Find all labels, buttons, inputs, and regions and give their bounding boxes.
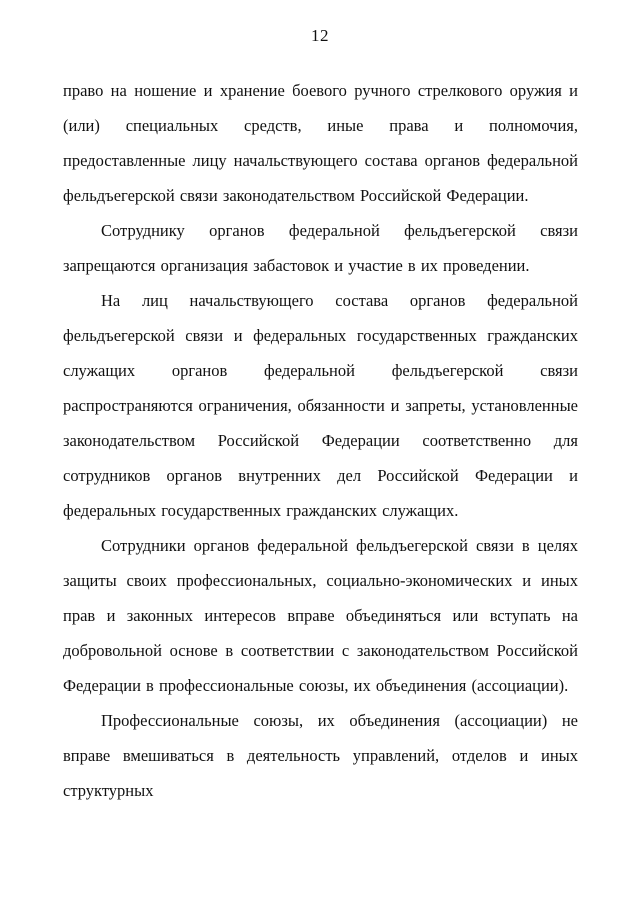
paragraph-continuation: право на ношение и хранение боевого ручного стрелкового оружия и (или) специальных средств, иные права и полномочия, предоставленные лицу начальствующего состава органов федеральной фельдъегерской связи законодательством Российской Федерации. (63, 81, 578, 205)
document-body (63, 73, 578, 808)
paragraph: Сотруднику органов федеральной фельдъегерской связи запрещаются организация забастовок и участие в их проведении. (63, 221, 578, 275)
paragraph: На лиц начальствующего состава органов федеральной фельдъегерской связи и федеральных государственных гражданских служащих органов федеральной фельдъегерской связи распространяются ограничения, обязанности и запреты, установленные законодательством Российской Федерации соответственно для сотрудников органов внутренних дел Российской Федерации и федеральных государственных гражданских служащих. (63, 291, 578, 520)
page-number: 12 (311, 26, 329, 45)
paragraph-last-truncated: Профессиональные союзы, их объединения (ассоциации) не вправе вмешиваться в деятельность управлений, отделов и иных структурных (63, 711, 578, 800)
paragraph: Сотрудники органов федеральной фельдъегерской связи в целях защиты своих профессиональных, социально-экономических и иных прав и законных интересов вправе объединяться или вступать на добровольной основе в соответствии с законодательством Российской Федерации в профессиональные союзы, их объединения (ассоциации). (63, 536, 578, 695)
